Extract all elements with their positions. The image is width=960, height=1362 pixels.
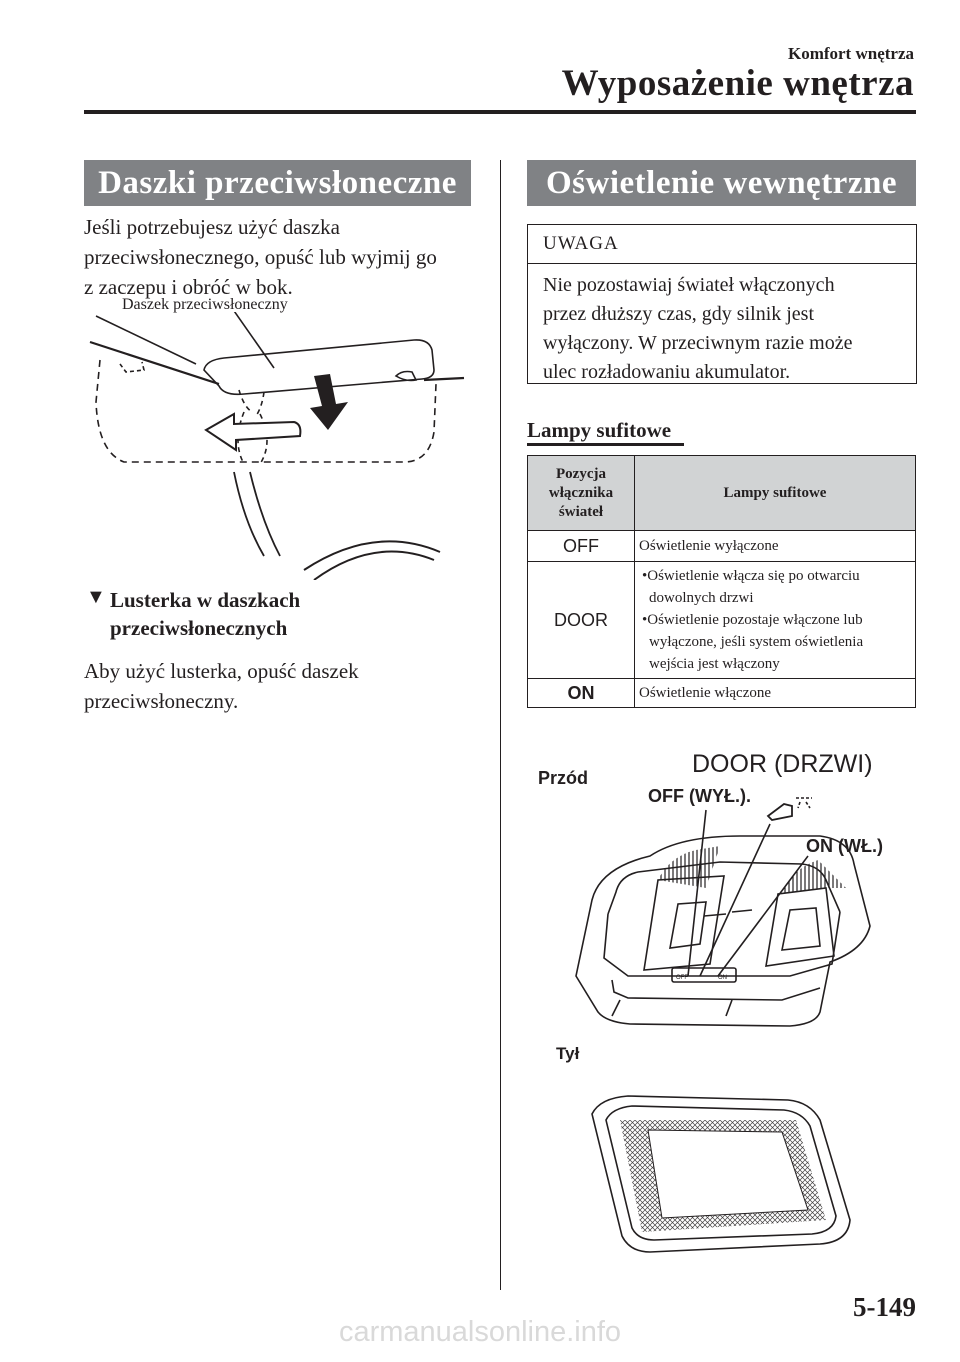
visor-outline-dashed [96, 360, 436, 462]
text-line: Lusterka w daszkach [110, 588, 301, 612]
text-line: Jeśli potrzebujesz użyć daszka [84, 215, 340, 239]
lamp-table [527, 455, 916, 708]
leader-line [232, 312, 274, 368]
subsection-marker: ▼ [86, 586, 106, 608]
down-arrow [310, 374, 348, 430]
switch-off-text: OFF [676, 975, 688, 981]
table-header-row [528, 456, 916, 531]
text-line: przeciwsłonecznych [110, 616, 288, 640]
table-row [528, 562, 916, 679]
lamp-description: Oświetlenie włączone [635, 679, 916, 708]
switch-position: DOOR [528, 562, 635, 679]
sun-visor-figure-label: Daszek przeciwsłoneczny [122, 296, 288, 313]
bullet-item: •Oświetlenie włącza się po otwarciu dowolnych drzwi [642, 568, 860, 606]
left-lens [644, 876, 724, 970]
sun-visors-heading: Daszki przeciwsłoneczne [84, 160, 471, 206]
header-line: Pozycja [556, 465, 606, 482]
switch-position: ON [528, 679, 635, 708]
text-line: Nie pozostawiaj świateł włączonych [543, 274, 835, 296]
text-line: przeciwsłonecznego, opuść lub wyjmij go [84, 245, 437, 269]
bullet-item: •Oświetlenie pozostaje włączone lub wyłączone, jeśli system oświetlenia wejścia jest włączony [642, 612, 864, 672]
header-line: włącznika [548, 484, 614, 501]
interior-lights-heading: Oświetlenie wewnętrzne [527, 160, 916, 206]
text-line: przeciwsłoneczny. [84, 689, 239, 713]
header-line: świateł [558, 503, 604, 520]
table-header-lamps: Lampy sufitowe [635, 456, 916, 531]
lamp-console [576, 836, 870, 1026]
text-line: wyłączony. W przeciwnym razie może [543, 332, 853, 354]
sun-visor-paragraph [84, 212, 437, 302]
text-line: Aby użyć lusterka, opuść daszek [84, 659, 359, 683]
table-row [528, 531, 916, 562]
caution-box [527, 224, 917, 384]
rotate-arrow [206, 414, 300, 450]
off-label: OFF (WYŁ.). [648, 786, 751, 806]
lamp-description [635, 562, 916, 679]
text-line: przez dłuższy czas, gdy silnik jest [543, 303, 815, 325]
switch-position: OFF [528, 531, 635, 562]
lamp-description: Oświetlenie wyłączone [635, 531, 916, 562]
door-label: DOOR (DRZWI) [692, 750, 873, 778]
sun-visor-illustration [84, 312, 484, 580]
mirrors-paragraph [84, 656, 359, 716]
page-title: Wyposażenie wnętrza [561, 63, 914, 104]
caution-text [528, 264, 916, 394]
ceiling-lamps-heading: Lampy sufitowe [527, 418, 672, 442]
front-label: Przód [538, 768, 589, 788]
section-title: Komfort wnętrza [787, 44, 914, 63]
rear-label: Tył [556, 1044, 580, 1063]
off-leader-line [688, 810, 706, 976]
table-header-position [528, 456, 635, 531]
text-line: z zaczepu i obróć w bok. [84, 275, 293, 299]
subheading-rule [527, 443, 684, 446]
watermark: carmanualsonline.info [338, 1316, 622, 1348]
page-number: 5-149 [853, 1292, 916, 1322]
overhead-lamp-illustration [520, 780, 920, 1275]
switch-on-text: ON [718, 975, 727, 981]
table-row [528, 679, 916, 708]
caution-title: UWAGA [528, 225, 916, 264]
leader-line [96, 316, 196, 364]
column-divider [500, 160, 501, 1290]
header-rule [84, 110, 916, 114]
on-label: ON (WŁ.) [806, 836, 883, 856]
mirrors-heading [110, 586, 300, 642]
text-line: ulec rozładowaniu akumulator. [543, 361, 791, 383]
